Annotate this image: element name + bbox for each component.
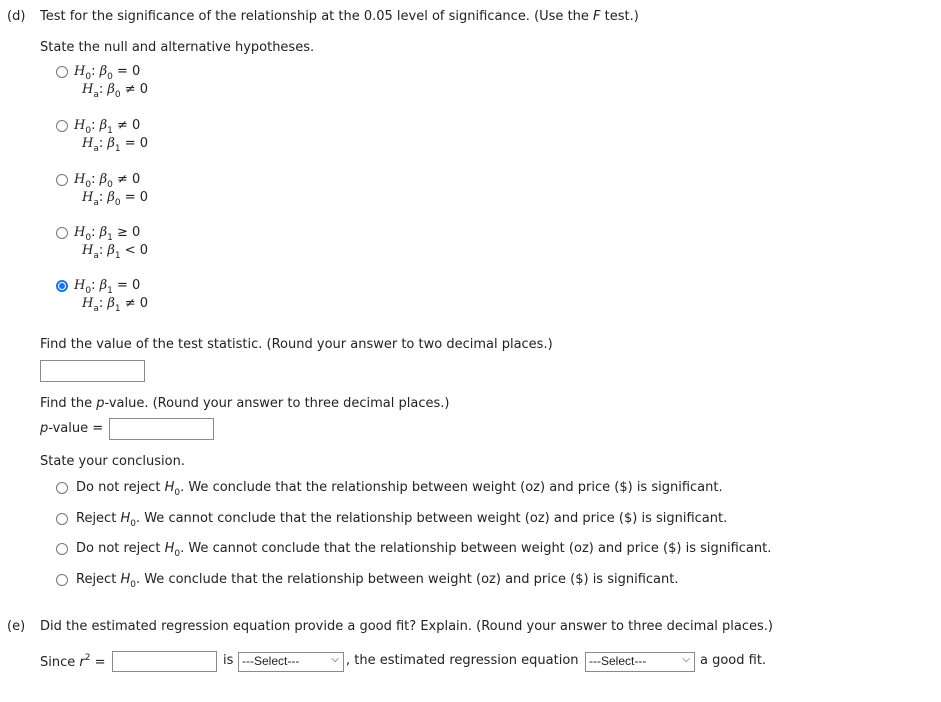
null-hypothesis [74,64,140,82]
r-exponent: 2 [84,653,91,663]
hypotheses-prompt: State the null and alternative hypotheses. [40,40,315,55]
conclusion-radio-1[interactable] [56,482,68,494]
conclusion-post: . We conclude that the relationship between weight (oz) and price ($) is significant. [135,572,679,587]
alt-hypothesis [82,190,148,208]
alt-hypothesis [82,136,148,154]
null-hypothesis [74,278,140,296]
pvalue-label-p: p [40,421,49,436]
colon: : [91,64,96,79]
beta-symbol: β [107,296,115,311]
is-text: is [223,653,234,668]
conclusion-pre: Reject [76,572,121,587]
pvalue-prompt [40,396,449,411]
fit-quality-select-value: ---Select--- [589,654,647,668]
conclusion-label-4 [76,572,678,590]
h-symbol: H [74,64,86,79]
relation: = 0 [117,278,141,293]
since-text: Since [40,655,80,670]
conclusion-pre: Do not reject [76,480,165,495]
conclusion-radio-3[interactable] [56,543,68,555]
beta-subscript: 1 [107,126,113,136]
relation: = 0 [117,64,141,79]
alt-hypothesis [82,296,148,314]
h-symbol: H [74,172,86,187]
colon: : [91,172,96,187]
relation: ≥ 0 [117,225,141,240]
h-subscript: 0 [85,233,92,243]
h-subscript: a [93,90,99,100]
h-subscript: a [93,198,99,208]
end-text: a good fit. [700,653,767,668]
colon: : [91,225,96,240]
beta-subscript: 1 [114,251,121,261]
chevron-down-icon: ⌵ [331,654,339,665]
equals-sign: = [94,655,106,670]
fit-quality-select[interactable] [585,652,695,672]
beta-subscript: 1 [107,286,113,296]
part-e-label: (e) [7,619,26,634]
relation: ≠ 0 [124,82,149,97]
pvalue-label-rest: -value = [48,421,104,436]
beta-symbol: β [99,118,108,133]
fit-strength-select-value: ---Select--- [242,654,300,668]
beta-symbol: β [99,172,108,187]
test-stat-prompt: Find the value of the test statistic. (Round your answer to two decimal places.) [40,337,553,352]
f-symbol: F [593,9,601,24]
h-symbol: H [74,278,86,293]
conclusion-pre: Reject [76,511,121,526]
beta-subscript: 0 [114,198,121,208]
h-symbol: H [82,190,94,205]
relation: < 0 [124,243,149,258]
conclusion-label-2 [76,511,727,529]
hypothesis-radio-3[interactable] [56,174,68,186]
h-symbol: H [164,541,175,556]
conclusion-post: . We conclude that the relationship between weight (oz) and price ($) is significant. [180,480,723,495]
beta-subscript: 1 [107,233,113,243]
beta-subscript: 1 [114,144,121,154]
beta-symbol: β [99,278,108,293]
h-symbol: H [82,136,94,151]
beta-symbol: β [107,243,115,258]
hypothesis-radio-4[interactable] [56,227,68,239]
beta-subscript: 1 [114,304,121,314]
relation: ≠ 0 [117,118,141,133]
colon: : [98,190,104,205]
conclusion-post: . We cannot conclude that the relationship between weight (oz) and price ($) is significant. [180,541,772,556]
conclusion-label-1 [76,480,723,498]
hypothesis-radio-1[interactable] [56,66,68,78]
h-subscript: 0 [85,126,92,136]
h-symbol: H [82,82,94,97]
colon: : [98,136,104,151]
colon: : [98,296,104,311]
pvalue-prompt-post: -value. (Round your answer to three decimal places.) [104,396,450,411]
h-symbol: H [82,296,94,311]
colon: : [98,243,104,258]
alt-hypothesis [82,243,148,261]
null-hypothesis [74,172,140,190]
r-symbol: r [79,655,85,670]
hypothesis-radio-5[interactable] [56,280,68,292]
since-r2-label [40,653,106,670]
beta-symbol: β [99,225,108,240]
h-symbol: H [120,511,131,526]
part-d-question-end: test.) [600,9,639,24]
conclusion-radio-4[interactable] [56,574,68,586]
h-subscript: 0 [130,580,136,590]
conclusion-pre: Do not reject [76,541,165,556]
relation: ≠ 0 [124,296,149,311]
alt-hypothesis [82,82,148,100]
hypothesis-radio-2[interactable] [56,120,68,132]
beta-subscript: 0 [107,72,113,82]
relation: = 0 [124,136,149,151]
pvalue-label [40,421,103,436]
h-symbol: H [74,118,86,133]
pvalue-input[interactable] [109,418,214,440]
part-d-question-text: Test for the significance of the relationship at the 0.05 level of significance. (Use the [40,9,594,24]
relation: = 0 [124,190,149,205]
conclusion-prompt: State your conclusion. [40,454,185,469]
h-subscript: 0 [85,286,92,296]
h-subscript: 0 [174,549,181,559]
part-d-question [40,9,639,24]
r2-input[interactable] [112,651,217,672]
part-e-question: Did the estimated regression equation provide a good fit? Explain. (Round your answer to three decimal places.) [40,619,773,634]
h-subscript: 0 [174,488,181,498]
chevron-down-icon: ⌵ [682,654,690,665]
conclusion-radio-2[interactable] [56,513,68,525]
h-symbol: H [74,225,86,240]
null-hypothesis [74,225,140,243]
h-subscript: a [93,251,99,261]
pvalue-prompt-pre: Find the [40,396,97,411]
middle-text: , the estimated regression equation [346,653,579,668]
p-symbol: p [96,396,105,411]
h-symbol: H [120,572,131,587]
colon: : [91,278,96,293]
colon: : [91,118,96,133]
h-symbol: H [164,480,175,495]
test-stat-input[interactable] [40,360,145,382]
beta-symbol: β [99,64,108,79]
h-subscript: 0 [130,519,136,529]
h-subscript: a [93,304,99,314]
h-subscript: a [93,144,99,154]
colon: : [98,82,104,97]
part-d-label: (d) [7,9,26,24]
null-hypothesis [74,118,140,136]
beta-symbol: β [107,136,115,151]
relation: ≠ 0 [117,172,141,187]
beta-subscript: 0 [114,90,121,100]
h-subscript: 0 [85,180,92,190]
conclusion-post: . We cannot conclude that the relationship between weight (oz) and price ($) is significant. [135,511,728,526]
fit-strength-select[interactable] [238,652,344,672]
h-symbol: H [82,243,94,258]
conclusion-label-3 [76,541,771,559]
beta-symbol: β [107,82,115,97]
beta-subscript: 0 [107,180,113,190]
beta-symbol: β [107,190,115,205]
h-subscript: 0 [85,72,92,82]
